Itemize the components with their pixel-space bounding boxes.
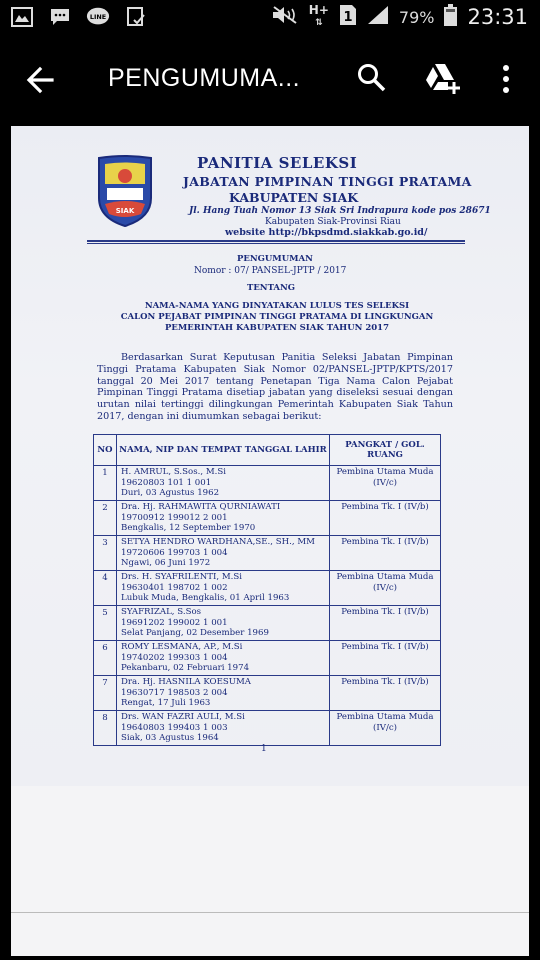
- mute-icon: [271, 5, 299, 29]
- candidate-birth: Lubuk Muda, Bengkalis, 01 April 1963: [121, 593, 290, 603]
- candidate-birth: Duri, 03 Agustus 1962: [121, 488, 220, 498]
- candidate-rank: Pembina Utama Muda (IV/c): [330, 711, 441, 746]
- signal-icon: [367, 5, 389, 29]
- document-page[interactable]: [11, 126, 529, 956]
- announcement-number: Nomor : 07/ PANSEL-JPTP / 2017: [194, 266, 347, 276]
- table-row: [94, 606, 441, 641]
- search-button[interactable]: [356, 62, 388, 94]
- candidate-nip: 19620803 101 1 001: [121, 477, 212, 488]
- candidate-rank: Pembina Tk. I (IV/b): [330, 606, 441, 641]
- task-check-icon: [124, 6, 148, 28]
- row-no: 4: [94, 571, 117, 606]
- sim-icon: [339, 4, 357, 30]
- letterhead-province: Kabupaten Siak-Provinsi Riau: [265, 217, 401, 227]
- table-row: [94, 466, 441, 501]
- table-row: [94, 711, 441, 746]
- row-no: 5: [94, 606, 117, 641]
- decree-paragraph: [97, 352, 453, 423]
- row-no: 2: [94, 501, 117, 536]
- candidate-rank: Pembina Tk. I (IV/b): [330, 536, 441, 571]
- about-heading: TENTANG: [247, 283, 296, 293]
- row-identity: [117, 711, 330, 746]
- candidate-nip: 19630401 198702 1 002: [121, 582, 228, 593]
- letterhead-subtitle: JABATAN PIMPINAN TINGGI PRATAMA: [183, 174, 472, 189]
- candidate-name: Dra. Hj. HASNILA KOESUMA: [121, 677, 251, 687]
- row-no: 7: [94, 676, 117, 711]
- row-identity: [117, 536, 330, 571]
- header-rank: PANGKAT / GOL. RUANG: [330, 435, 441, 466]
- document-title: PENGUMUMA...: [108, 64, 301, 92]
- arrow-back-icon: [22, 62, 62, 98]
- candidate-name: SETYA HENDRO WARDHANA,SE., SH., MM: [121, 537, 315, 547]
- system-status: [271, 4, 528, 30]
- row-identity: [117, 606, 330, 641]
- header-name: NAMA, NIP DAN TEMPAT TANGGAL LAHIR: [117, 435, 330, 466]
- candidate-birth: Ngawi, 06 Juni 1972: [121, 558, 211, 568]
- candidates-table: [93, 434, 441, 746]
- network-type-label: H+: [308, 3, 329, 17]
- table-row: [94, 501, 441, 536]
- decree-text: Berdasarkan Surat Keputusan Panitia Seleksi Jabatan Pimpinan Tinggi Pratama Kabupaten Siak Nomor 02/PANSEL-JPTP/KPTS/2017 tanggal 20 Mei 2017 tentang Penetapan Tiga Nama Calon Pejabat Pimpinan Tinggi Pratama disetiap jabatan yang diseleksi sesuai dengan urutan nilai tertinggi dilingkungan Pemerintah Kabupaten Siak Tahun 2017, dengan ini diumumkan sebagai berikut:: [97, 352, 453, 422]
- battery-percent: 79%: [398, 7, 435, 27]
- logo-text: SIAK: [115, 207, 135, 215]
- subject-line-1: NAMA-NAMA YANG DINYATAKAN LULUS TES SELEKSI: [144, 301, 410, 311]
- subject-line-3: PEMERINTAH KABUPATEN SIAK TAHUN 2017: [164, 323, 390, 333]
- candidate-name: ROMY LESMANA, AP., M.Si: [121, 642, 243, 652]
- candidate-name: Drs. WAN FAZRI AULI, M.Si: [121, 712, 245, 722]
- candidate-birth: Selat Panjang, 02 Desember 1969: [121, 628, 269, 638]
- table-row: [94, 536, 441, 571]
- battery-icon: [444, 4, 457, 30]
- letterhead-website: website http://bkpsdmd.siakkab.go.id/: [225, 227, 428, 238]
- row-no: 8: [94, 711, 117, 746]
- table-header-row: [94, 435, 441, 466]
- candidate-birth: Siak, 03 Agustus 1964: [121, 733, 219, 743]
- candidate-birth: Rengat, 17 Juli 1963: [121, 698, 211, 708]
- candidate-name: H. AMRUL, S.Sos., M.Si: [121, 467, 226, 477]
- table-row: [94, 571, 441, 606]
- app-bar: [0, 36, 540, 122]
- letterhead-divider: [87, 240, 465, 242]
- table-row: [94, 641, 441, 676]
- svg-text:LINE: LINE: [89, 12, 107, 21]
- row-no: 1: [94, 466, 117, 501]
- document-viewer[interactable]: [0, 122, 540, 960]
- row-identity: [117, 571, 330, 606]
- candidate-rank: Pembina Tk. I (IV/b): [330, 676, 441, 711]
- candidate-name: Drs. H. SYAFRILENTI, M.Si: [121, 572, 243, 582]
- candidate-rank: Pembina Utama Muda (IV/c): [330, 571, 441, 606]
- more-vert-icon: [496, 60, 516, 100]
- clock: 23:31: [467, 5, 528, 29]
- row-identity: [117, 676, 330, 711]
- table-row: [94, 676, 441, 711]
- candidate-nip: 19640803 199403 1 003: [121, 722, 228, 733]
- header-no: NO: [94, 435, 117, 466]
- back-button[interactable]: [22, 62, 62, 98]
- candidate-name: Dra. Hj. RAHMAWITA QURNIAWATI: [121, 502, 281, 512]
- subject-line-2: CALON PEJABAT PIMPINAN TINGGI PRATAMA DI LINGKUNGAN: [120, 312, 434, 322]
- candidate-rank: Pembina Tk. I (IV/b): [330, 641, 441, 676]
- letterhead-divider-thin: [87, 243, 465, 244]
- candidate-name: SYAFRIZAL, S.Sos: [121, 607, 202, 617]
- status-bar: [0, 0, 540, 36]
- row-identity: [117, 641, 330, 676]
- drive-add-icon: [424, 62, 462, 96]
- row-identity: [117, 466, 330, 501]
- search-icon: [356, 62, 388, 94]
- candidate-nip: 19720606 199703 1 004: [121, 547, 228, 558]
- kabupaten-siak-logo: [95, 154, 155, 228]
- svg-text:1: 1: [343, 10, 353, 25]
- letterhead-title: PANITIA SELEKSI: [197, 154, 358, 172]
- more-options-button[interactable]: [496, 60, 516, 100]
- gallery-notification-icon: [10, 6, 34, 28]
- candidate-rank: Pembina Utama Muda (IV/c): [330, 466, 441, 501]
- chat-notification-icon: [48, 6, 72, 28]
- letterhead-region: KABUPATEN SIAK: [229, 190, 359, 205]
- row-no: 3: [94, 536, 117, 571]
- candidate-rank: Pembina Tk. I (IV/b): [330, 501, 441, 536]
- candidate-nip: 19630717 198503 2 004: [121, 687, 228, 698]
- table-body: [94, 466, 441, 746]
- candidate-nip: 19740202 199303 1 004: [121, 652, 228, 663]
- row-identity: [117, 501, 330, 536]
- announcement-heading: PENGUMUMAN: [237, 254, 313, 264]
- candidate-birth: Bengkalis, 12 September 1970: [121, 523, 256, 533]
- row-no: 6: [94, 641, 117, 676]
- network-type-icon: H+ ⇅: [308, 3, 329, 28]
- line-app-icon: [86, 6, 110, 28]
- candidate-birth: Pekanbaru, 02 Februari 1974: [121, 663, 250, 673]
- candidate-nip: 19700912 199012 2 001: [121, 512, 228, 523]
- candidate-nip: 19691202 199002 1 001: [121, 617, 228, 628]
- add-to-drive-button[interactable]: [424, 62, 462, 96]
- notification-icons: [10, 6, 148, 28]
- page-edge-line: [11, 912, 529, 913]
- page-number: 1: [261, 744, 267, 754]
- letterhead-address: Jl. Hang Tuah Nomor 13 Siak Sri Indrapura kode pos 28671: [189, 206, 491, 216]
